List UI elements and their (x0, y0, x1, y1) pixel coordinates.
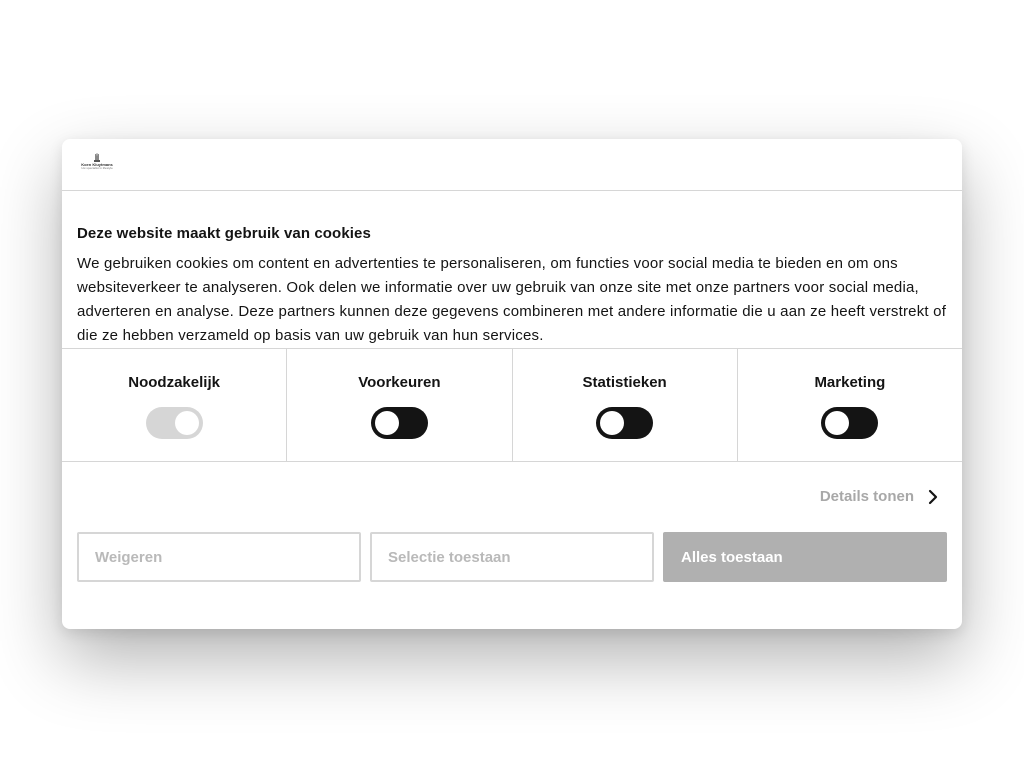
preferences-toggle[interactable] (371, 407, 428, 439)
category-label: Statistieken (582, 374, 667, 391)
allow-selection-button[interactable]: Selectie toestaan (370, 532, 654, 582)
cookie-consent-dialog (62, 139, 962, 629)
toggle-knob (825, 411, 849, 435)
consent-categories (62, 349, 962, 462)
toggle-knob (175, 411, 199, 435)
details-row (62, 462, 962, 532)
logo-tagline: Uw specialist in lifestyle (81, 166, 113, 170)
logo-name: Koen Kluytmans (81, 162, 113, 167)
show-details-label: Details tonen (819, 488, 914, 505)
category-label: Marketing (814, 374, 886, 391)
toggle-knob (600, 411, 624, 435)
statistics-toggle[interactable] (596, 407, 653, 439)
dialog-header (62, 139, 962, 191)
dialog-body (62, 191, 962, 349)
allow-all-button[interactable]: Alles toestaan (663, 532, 947, 582)
category-label: Voorkeuren (358, 374, 441, 391)
marketing-toggle[interactable] (821, 407, 878, 439)
dialog-description: We gebruiken cookies om content en advertenties te personaliseren, om functies voor social media te bieden en om ons websiteverkeer te analyseren. Ook delen we informatie over uw gebruik van onze site met onze partners voor social media, adverteren en analyse. Deze partners kunnen deze gegevens combineren met andere informatie die u aan ze heeft verstrekt of die ze hebben verzameld op basis van uw gebruik van hun services. (77, 255, 947, 344)
dialog-title: Deze website maakt gebruik van cookies (77, 225, 371, 242)
category-preferences (287, 349, 512, 461)
brand-logo (77, 153, 117, 175)
toggle-knob (375, 411, 399, 435)
necessary-toggle (146, 407, 203, 439)
deny-button[interactable]: Weigeren (77, 532, 361, 582)
category-statistics (513, 349, 738, 461)
button-bar (62, 532, 962, 582)
chevron-right-icon (928, 489, 938, 505)
category-marketing (738, 349, 962, 461)
show-details-link[interactable] (820, 488, 938, 505)
category-necessary (62, 349, 287, 461)
category-label: Noodzakelijk (128, 374, 220, 391)
